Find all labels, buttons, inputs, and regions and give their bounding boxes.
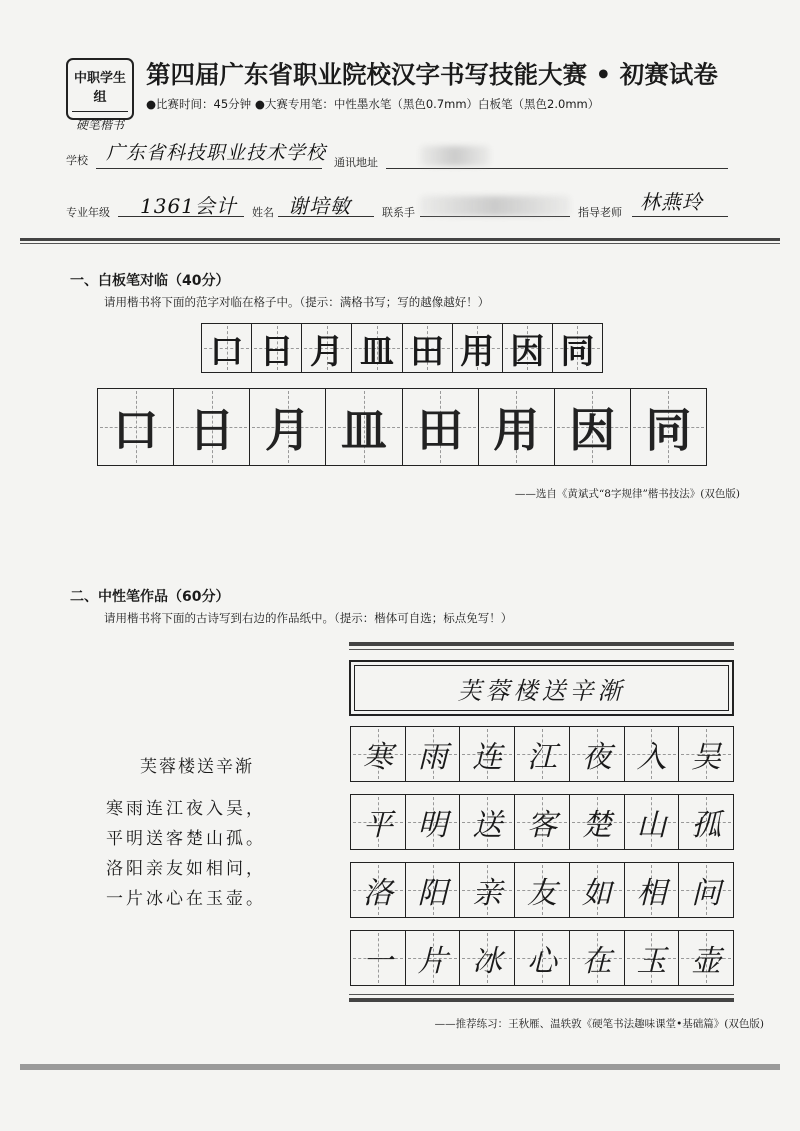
grid-cell[interactable] bbox=[553, 324, 602, 372]
section2-credit: ——推荐练习：王秋雁、温轶敦《硬笔书法趣味课堂•基础篇》(双色版) bbox=[434, 1018, 764, 1030]
work-char: 寒 bbox=[362, 740, 393, 775]
work-char: 连 bbox=[472, 740, 503, 775]
badge-top-text: 中职学生组 bbox=[73, 71, 126, 105]
poem-title: 芙蓉楼送辛渐 bbox=[140, 757, 254, 777]
work-cell[interactable] bbox=[625, 795, 680, 849]
work-char: 入 bbox=[636, 740, 667, 775]
work-cell[interactable] bbox=[351, 931, 406, 985]
work-char: 山 bbox=[636, 808, 667, 843]
section1-title: 一、白板笔对临（40分） bbox=[70, 273, 230, 289]
exam-subtitle: ●比赛时间：45分钟 ●大赛专用笔：中性墨水笔（黑色0.7mm）白板笔（黑色2.0mm） bbox=[146, 97, 600, 111]
page-bottom-bar bbox=[20, 1064, 780, 1070]
badge-divider bbox=[72, 111, 128, 112]
address-label: 通讯地址 bbox=[334, 156, 378, 169]
work-title-box bbox=[349, 660, 734, 716]
grid-cell[interactable] bbox=[252, 324, 302, 372]
handwritten-char: 同 bbox=[560, 331, 595, 372]
work-char: 亲 bbox=[472, 876, 503, 911]
school-label: 学校 bbox=[66, 154, 88, 167]
work-cell[interactable] bbox=[460, 727, 515, 781]
model-char: 田 bbox=[417, 403, 464, 457]
work-grid-row[interactable] bbox=[350, 794, 734, 850]
model-cell bbox=[631, 389, 706, 465]
handwritten-char: 因 bbox=[510, 331, 545, 372]
work-char: 吴 bbox=[691, 740, 722, 775]
model-cell bbox=[479, 389, 555, 465]
phone-field[interactable] bbox=[420, 216, 570, 217]
work-cell[interactable] bbox=[515, 795, 570, 849]
poem-line: 寒雨连江夜入吴， bbox=[106, 799, 266, 819]
work-char: 壶 bbox=[691, 944, 722, 979]
work-cell[interactable] bbox=[515, 863, 570, 917]
work-cell[interactable] bbox=[351, 795, 406, 849]
work-grid-row[interactable] bbox=[350, 726, 734, 782]
work-paper-top-border-thin bbox=[349, 649, 734, 650]
work-paper-bottom-border-thin bbox=[349, 994, 734, 995]
work-char: 玉 bbox=[636, 944, 667, 979]
handwritten-char: 月 bbox=[309, 331, 344, 372]
model-char: 皿 bbox=[340, 403, 387, 457]
model-char: 因 bbox=[569, 403, 616, 457]
work-char: 平 bbox=[362, 808, 393, 843]
work-cell[interactable] bbox=[351, 727, 406, 781]
work-char: 夜 bbox=[581, 740, 612, 775]
model-grid-row bbox=[97, 388, 707, 466]
model-cell bbox=[326, 389, 402, 465]
work-paper-bottom-border bbox=[349, 998, 734, 1002]
work-cell[interactable] bbox=[679, 727, 733, 781]
work-char: 江 bbox=[527, 740, 558, 775]
model-char: 口 bbox=[112, 403, 159, 457]
work-cell[interactable] bbox=[460, 795, 515, 849]
work-cell[interactable] bbox=[570, 931, 625, 985]
teacher-field-line bbox=[632, 216, 728, 217]
grid-cell[interactable] bbox=[403, 324, 453, 372]
handwritten-char: 日 bbox=[259, 331, 294, 372]
work-cell[interactable] bbox=[406, 863, 461, 917]
work-paper-top-border bbox=[349, 642, 734, 646]
work-char: 友 bbox=[527, 876, 558, 911]
school-field[interactable]: 广东省科技职业技术学校 bbox=[106, 142, 327, 164]
work-char: 雨 bbox=[417, 740, 448, 775]
work-char: 片 bbox=[417, 944, 448, 979]
work-cell[interactable] bbox=[625, 863, 680, 917]
work-char: 客 bbox=[527, 808, 558, 843]
work-char: 冰 bbox=[472, 944, 503, 979]
work-cell[interactable] bbox=[679, 863, 733, 917]
handwritten-char: 口 bbox=[209, 331, 244, 372]
work-cell[interactable] bbox=[679, 795, 733, 849]
category-badge bbox=[66, 58, 134, 132]
work-cell[interactable] bbox=[679, 931, 733, 985]
model-cell bbox=[555, 389, 631, 465]
school-field-line bbox=[96, 168, 322, 169]
work-cell[interactable] bbox=[406, 727, 461, 781]
section2-title: 二、中性笔作品（60分） bbox=[70, 589, 230, 605]
poem-line: 洛阳亲友如相问， bbox=[106, 859, 266, 879]
grid-cell[interactable] bbox=[202, 324, 252, 372]
model-char: 日 bbox=[188, 403, 235, 457]
handwritten-char: 皿 bbox=[359, 331, 394, 372]
work-char: 楚 bbox=[581, 808, 612, 843]
model-char: 月 bbox=[264, 403, 311, 457]
grid-cell[interactable] bbox=[302, 324, 352, 372]
work-char: 一 bbox=[362, 944, 393, 979]
address-field[interactable] bbox=[386, 168, 728, 169]
work-grid-row[interactable] bbox=[350, 862, 734, 918]
work-char: 送 bbox=[472, 808, 503, 843]
work-char: 心 bbox=[527, 944, 558, 979]
redaction-blur bbox=[420, 146, 490, 166]
teacher-field[interactable]: 林燕玲 bbox=[640, 190, 703, 214]
major-field[interactable]: 1361会计 bbox=[140, 194, 237, 218]
model-char: 同 bbox=[645, 403, 692, 457]
work-char: 相 bbox=[636, 876, 667, 911]
work-cell[interactable] bbox=[406, 931, 461, 985]
work-cell[interactable] bbox=[460, 863, 515, 917]
model-cell bbox=[174, 389, 250, 465]
work-title: 芙蓉楼送辛渐 bbox=[457, 676, 626, 705]
model-char: 用 bbox=[493, 403, 540, 457]
work-cell[interactable] bbox=[351, 863, 406, 917]
header-divider bbox=[20, 238, 780, 241]
name-label: 姓名 bbox=[252, 206, 274, 219]
handwritten-char: 用 bbox=[460, 331, 495, 372]
model-cell bbox=[250, 389, 326, 465]
section2-instruction: 请用楷书将下面的古诗写到右边的作品纸中。（提示：楷体可自选；标点免写！） bbox=[104, 611, 513, 625]
work-char: 如 bbox=[581, 876, 612, 911]
poem-line: 平明送客楚山孤。 bbox=[106, 829, 266, 849]
work-cell[interactable] bbox=[460, 931, 515, 985]
poem-line: 一片冰心在玉壶。 bbox=[106, 889, 266, 909]
grid-cell[interactable] bbox=[453, 324, 503, 372]
work-char: 洛 bbox=[362, 876, 393, 911]
grid-cell[interactable] bbox=[503, 324, 553, 372]
work-cell[interactable] bbox=[625, 727, 680, 781]
work-char: 孤 bbox=[691, 808, 722, 843]
grid-cell[interactable] bbox=[352, 324, 402, 372]
work-grid-row[interactable] bbox=[350, 930, 734, 986]
work-char: 明 bbox=[417, 808, 448, 843]
name-field[interactable]: 谢培敏 bbox=[288, 194, 351, 218]
work-cell[interactable] bbox=[515, 727, 570, 781]
work-cell[interactable] bbox=[570, 727, 625, 781]
model-cell bbox=[403, 389, 479, 465]
work-char: 阳 bbox=[417, 876, 448, 911]
header-divider-thin bbox=[20, 243, 780, 244]
work-cell[interactable] bbox=[625, 931, 680, 985]
section1-instruction: 请用楷书将下面的范字对临在格子中。（提示：满格书写；写的越像越好！） bbox=[104, 295, 490, 309]
handwritten-char: 田 bbox=[410, 331, 445, 372]
work-cell[interactable] bbox=[570, 863, 625, 917]
work-cell[interactable] bbox=[570, 795, 625, 849]
work-char: 问 bbox=[691, 876, 722, 911]
redaction-blur bbox=[420, 196, 570, 216]
phone-label: 联系手 bbox=[382, 206, 415, 219]
teacher-label: 指导老师 bbox=[578, 206, 622, 219]
handwritten-grid-row[interactable] bbox=[201, 323, 603, 373]
work-cell[interactable] bbox=[515, 931, 570, 985]
major-label: 专业年级 bbox=[66, 206, 110, 219]
badge-bottom-text: 硬笔楷书 bbox=[75, 118, 124, 132]
section1-credit: ——选自《黄斌式“8字规律”楷书技法》(双色版) bbox=[514, 488, 740, 500]
exam-title: 第四届广东省职业院校汉字书写技能大赛 • 初赛试卷 bbox=[146, 60, 718, 89]
model-cell bbox=[98, 389, 174, 465]
work-cell[interactable] bbox=[406, 795, 461, 849]
work-char: 在 bbox=[581, 944, 612, 979]
